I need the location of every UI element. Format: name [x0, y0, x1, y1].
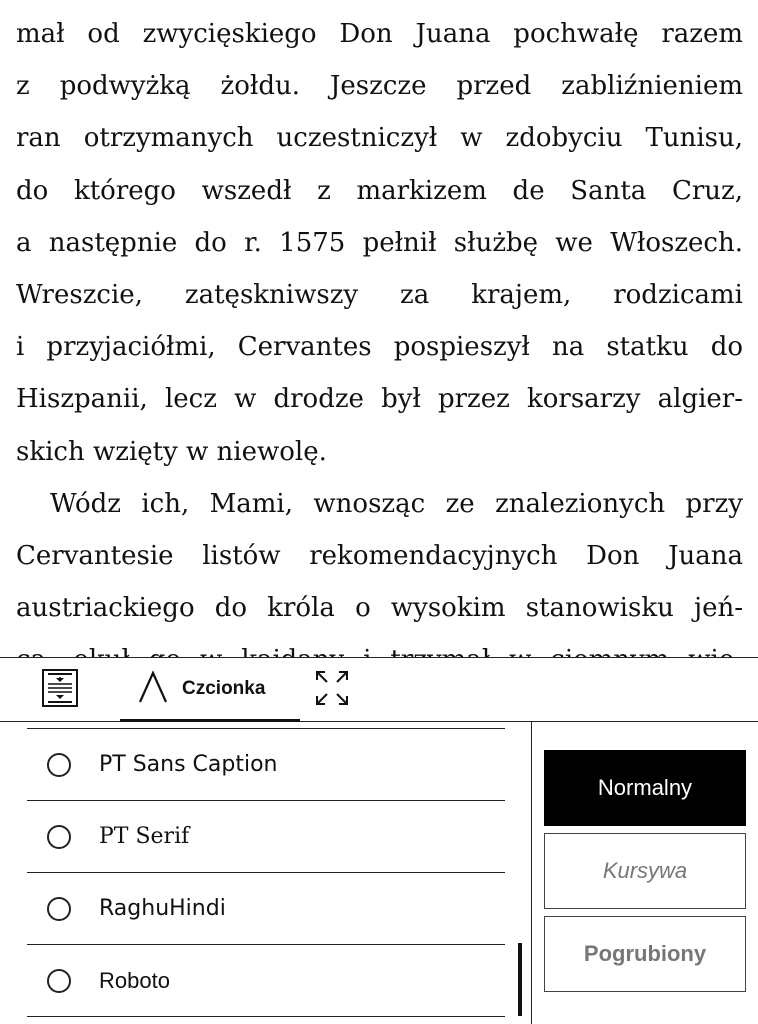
settings-toolbar [0, 657, 758, 722]
text-line: i przyjaciółmi, Cervantes pospieszył na statku do [16, 332, 743, 363]
text-line: skich wzięty w niewolę. [16, 436, 327, 467]
style-bold-button[interactable]: Pogrubiony [544, 916, 746, 992]
radio-button[interactable] [47, 753, 71, 777]
list-item[interactable] [27, 944, 505, 1017]
layout-icon [42, 669, 78, 711]
radio-button[interactable] [47, 969, 71, 993]
list-item[interactable] [27, 728, 505, 800]
radio-button[interactable] [47, 897, 71, 921]
text-line: mał od zwycięskiego Don Juana pochwałę razem [16, 19, 743, 49]
tab-font-label: Czcionka [182, 677, 266, 699]
fullscreen-button[interactable] [314, 658, 352, 721]
list-item[interactable] [27, 800, 505, 872]
layout-button[interactable] [42, 658, 80, 721]
font-list [27, 728, 505, 1017]
list-item[interactable] [27, 872, 505, 944]
text-line: do którego wszedł z markizem de Santa Cruz, [16, 175, 743, 206]
style-italic-button[interactable]: Kursywa [544, 833, 746, 909]
font-icon [138, 671, 168, 707]
text-line: Wódz ich, Mami, wnosząc ze znalezionych przy [50, 488, 743, 519]
text-line: Hiszpanii, lecz w drodze był przez korsarzy algier- [16, 384, 743, 415]
text-line: Cervantesie listów rekomendacyjnych Don Juana [16, 540, 743, 571]
tab-font[interactable] [120, 658, 300, 722]
text-line: ran otrzymanych uczestniczył w zdobyciu Tunisu, [16, 123, 743, 154]
fullscreen-icon [314, 669, 350, 711]
style-normal-button[interactable]: Normalny [544, 750, 746, 826]
panel-divider [531, 721, 532, 1024]
text-line: austriackiego do króla o wysokim stanowisku jeń- [16, 593, 743, 624]
font-name: RaghuHindi [99, 896, 226, 921]
font-name: PT Sans Caption [99, 752, 278, 777]
font-name: Roboto [99, 967, 170, 993]
text-line: z podwyżką żołdu. Jeszcze przed zabliźnieniem [16, 71, 743, 102]
text-line: a następnie do r. 1575 pełnił służbę we Włoszech. [16, 227, 743, 258]
reading-area[interactable] [16, 8, 743, 658]
font-list-scrollbar[interactable] [518, 943, 522, 1016]
text-line: Wreszcie, zatęskniwszy za krajem, rodzicami [16, 279, 743, 310]
radio-button[interactable] [47, 825, 71, 849]
font-name: PT Serif [99, 824, 190, 849]
